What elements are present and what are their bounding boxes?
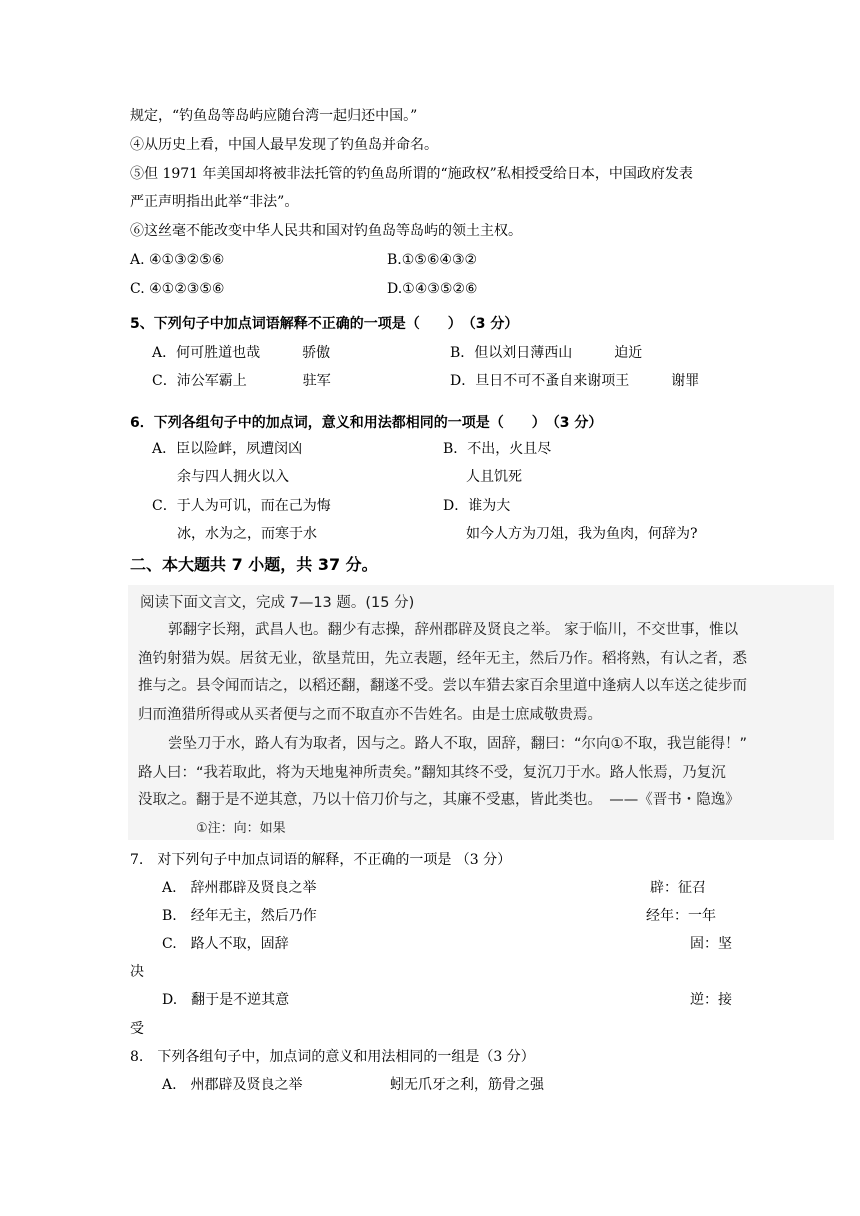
passage-line: 郭翻字长翔，武昌人也。翻少有志操，辞州郡辟及贤良之举。 家于临川，不交世事，惟以	[168, 622, 739, 638]
question-5-option-b: B．但以刘日薄西山 迫近	[450, 345, 643, 361]
text-line: ④从历史上看，中国人最早发现了钓鱼岛并命名。	[130, 137, 438, 153]
question-7-option-c: C. 路人不取，固辞	[162, 936, 289, 952]
option-c: C. ④①②③⑤⑥	[130, 281, 225, 297]
question-8-option-a: A. 州郡辟及贤良之举	[162, 1077, 303, 1093]
question-6-option-d2: 如今人方为刀俎，我为鱼肉，何辞为?	[466, 526, 698, 542]
text-line: ⑤但 1971 年美国却将被非法托管的钓鱼岛所谓的“施政权”私相授受给日本，中国政府发表	[130, 166, 693, 182]
question-6-option-c1: C．于人为可讥，而在己为悔	[152, 498, 331, 514]
text-line: ⑥这丝毫不能改变中华人民共和国对钓鱼岛等岛屿的领土主权。	[130, 223, 522, 239]
question-7-answer-c: 固：坚	[690, 936, 732, 952]
question-7-option-b: B. 经年无主，然后乃作	[162, 908, 317, 924]
question-7-answer-a: 辟：征召	[650, 880, 706, 896]
passage-line: 尝坠刀于水，路人有为取者，因与之。路人不取，固辞，翻曰：“尔向①不取，我岂能得！”	[168, 736, 748, 752]
passage-line: 归而渔猎所得或从买者便与之而不取直亦不告姓名。由是士庶咸敬贵焉。	[138, 707, 602, 723]
question-6-option-a2: 余与四人拥火以入	[177, 469, 289, 485]
option-d: D.①④③⑤②⑥	[387, 281, 478, 297]
option-a: A. ④①③②⑤⑥	[130, 252, 225, 268]
question-5-option-c: C．沛公军霸上 驻军	[152, 373, 331, 389]
passage-line: 路人曰：“我若取此，将为天地鬼神所责矣。”翻知其终不受，复沉刀于水。路人怅焉，乃复沉	[138, 765, 726, 781]
question-7-stem: 7. 对下列句子中加点词语的解释，不正确的一项是 （3 分）	[130, 852, 512, 868]
question-7-answer-d: 逆：接	[690, 992, 732, 1008]
passage-line: 推与之。县令闻而诘之，以稻还翻，翻遂不受。尝以车猎去家百余里道中逢病人以车送之徒步而	[138, 678, 747, 694]
section-heading: 二、本大题共 7 小题，共 37 分。	[130, 555, 378, 574]
question-6-option-b2: 人且饥死	[466, 469, 522, 485]
question-8-stem: 8. 下列各组句子中，加点词的意义和用法相同的一组是（3 分）	[130, 1049, 535, 1065]
option-b: B.①⑤⑥④③②	[387, 252, 478, 268]
question-5-stem: 5、下列句子中加点词语解释不正确的一项是（ ） （3 分）	[130, 316, 519, 332]
passage-note: ①注：向：如果	[196, 821, 286, 836]
question-7-option-a: A. 辞州郡辟及贤良之举	[162, 880, 317, 896]
question-7-answer-b: 经年：一年	[646, 908, 716, 924]
question-8-option-a2: 蚓无爪牙之利，筋骨之强	[390, 1077, 544, 1093]
passage-line: 没取之。翻于是不逆其意，乃以十倍刀价与之，其廉不受惠，皆此类也。 ——《晋书・隐逸》	[138, 792, 740, 808]
passage-line: 渔钓射猎为娱。居贫无业，欲垦荒田，先立表题，经年无主，然后乃作。稻将熟，有认之者，悉	[138, 651, 747, 667]
question-5-option-a: A．何可胜道也哉 骄傲	[152, 345, 331, 361]
question-6-option-a1: A．臣以险衅，夙遭闵凶	[152, 441, 303, 457]
question-5-option-d: D．旦日不可不蚤自来谢项王 谢罪	[450, 373, 700, 389]
text-line: 严正声明指出此举“非法”。	[130, 194, 299, 210]
question-6-stem: 6．下列各组句子中的加点词，意义和用法都相同的一项是（ ） （3 分）	[130, 415, 603, 431]
question-6-option-d1: D．谁为大	[443, 498, 511, 514]
question-6-option-b1: B．不出，火且尽	[443, 441, 552, 457]
question-7-answer-d-wrap: 受	[130, 1021, 144, 1037]
question-7-answer-c-wrap: 决	[130, 964, 144, 980]
scanned-passage	[128, 585, 834, 840]
passage-intro: 阅读下面文言文，完成 7—13 题。(15 分)	[140, 595, 415, 611]
question-6-option-c2: 冰，水为之，而寒于水	[177, 526, 317, 542]
text-line: 规定，“钓鱼岛等岛屿应随台湾一起归还中国。”	[130, 108, 418, 124]
question-7-option-d: D. 翻于是不逆其意	[162, 992, 290, 1008]
